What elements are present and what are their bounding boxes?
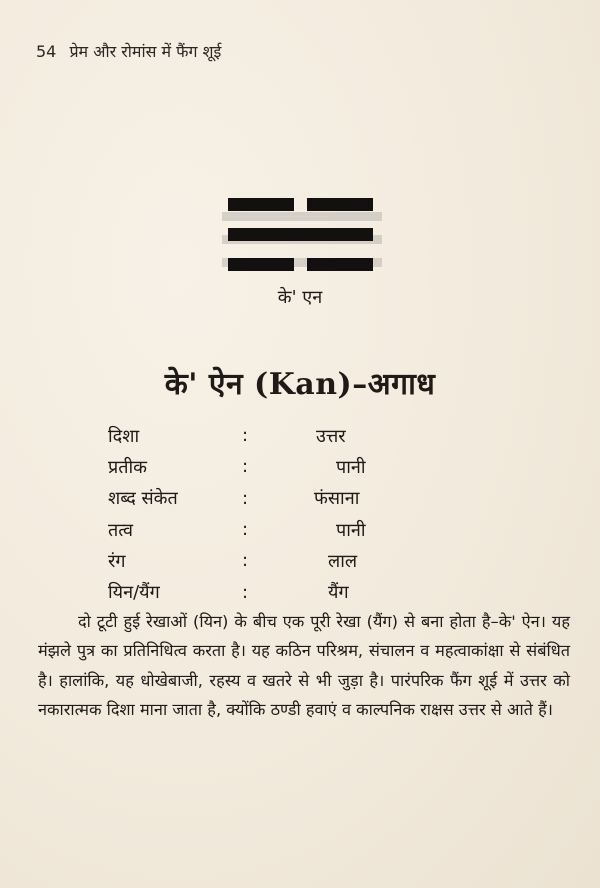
- attribute-row: [108, 420, 496, 451]
- attribute-value: पानी: [336, 456, 366, 478]
- attribute-value: पानी: [336, 519, 366, 541]
- attribute-separator: :: [242, 550, 249, 572]
- attribute-row: [108, 545, 496, 576]
- trigram-line-solid-middle: [228, 228, 373, 241]
- attribute-row: [108, 576, 496, 607]
- page-number: 54: [36, 42, 57, 61]
- attribute-row: [108, 451, 496, 482]
- attribute-label: रंग: [108, 550, 126, 572]
- section-title: के' ऐन (Kan)–अगाध: [164, 367, 436, 402]
- trigram-line-broken-bottom: [228, 258, 373, 271]
- kan-trigram-symbol: [228, 198, 373, 288]
- attribute-label: तत्व: [108, 519, 134, 541]
- attribute-separator: :: [242, 425, 249, 447]
- trigram-line-broken-top: [228, 198, 373, 211]
- attribute-separator: :: [242, 581, 249, 603]
- attribute-value: लाल: [328, 550, 358, 572]
- broken-line-left-segment: [228, 258, 294, 271]
- attribute-label: शब्द संकेत: [108, 488, 178, 510]
- trigram-caption: के' एन: [277, 287, 323, 308]
- attribute-row: [108, 483, 496, 514]
- broken-line-right-segment: [307, 198, 373, 211]
- running-title: प्रेम और रोमांस में फैंग शूई: [69, 42, 222, 61]
- attributes-table: [108, 420, 496, 608]
- attribute-separator: :: [242, 487, 249, 509]
- attribute-separator: :: [242, 456, 249, 478]
- attribute-row: [108, 514, 496, 545]
- description-paragraph: दो टूटी हुई रेखाओं (यिन) के बीच एक पूरी रेखा (यैंग) से बना होता है–के' ऐन। यह मंझले पुत्र का प्रतिनिधित्व करता है। यह कठिन परिश्रम, संचालन व महत्वाकांक्षा से संबंधित है। हालांकि, यह धोखेबाजी, रहस्य व खतरे से भी जुड़ा है। पारंपरिक फैंग शूई में उत्तर को नकारात्मक दिशा माना जाता है, क्योंकि ठण्डी हवाएं व काल्पनिक राक्षस उत्तर से आते हैं।: [38, 612, 570, 720]
- attribute-label: दिशा: [108, 425, 140, 447]
- attribute-label: यिन/यैंग: [108, 582, 160, 604]
- broken-line-left-segment: [228, 198, 294, 211]
- attribute-value: उत्तर: [316, 425, 346, 447]
- attribute-value: यैंग: [328, 582, 349, 604]
- attribute-separator: :: [242, 519, 249, 541]
- running-header: [36, 40, 221, 62]
- attribute-value: फंसाना: [314, 488, 360, 510]
- attribute-label: प्रतीक: [108, 456, 147, 478]
- broken-line-right-segment: [307, 258, 373, 271]
